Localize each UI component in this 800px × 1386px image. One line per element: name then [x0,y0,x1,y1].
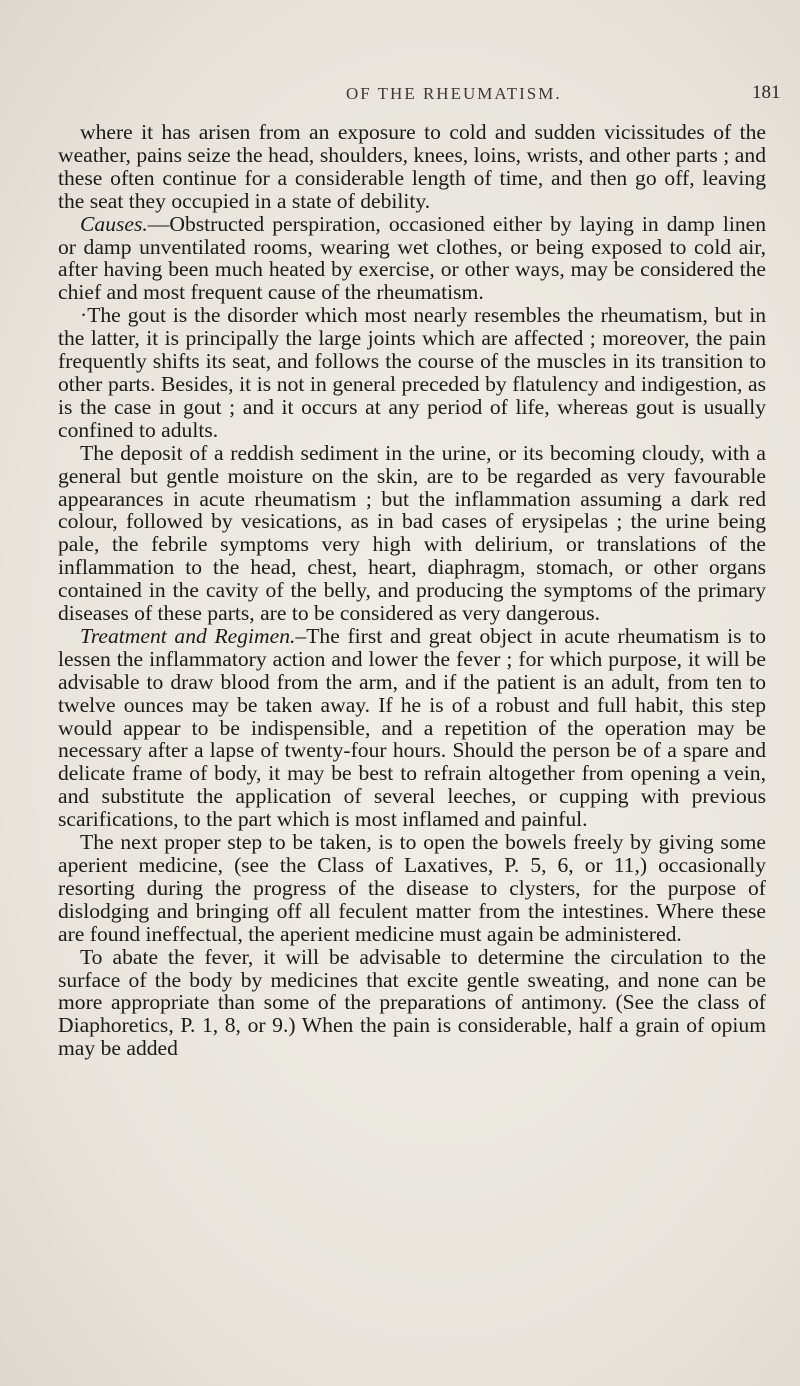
paragraph-symptoms-continued: where it has arisen from an exposure to cold and sudden vicissitudes of the weather, pains seize the head, shoulders, knees, loins, wrists, and other parts ; and these often continue for a considerable length of time, and then go off, leaving the seat they occupied in a state of debility. [58,120,766,213]
paragraph-treatment [58,625,766,831]
section-heading-treatment: Treatment and Regimen. [80,623,296,648]
body-text [58,121,766,1060]
paragraph-aperients: The next proper step to be taken, is to open the bowels freely by giving some aperient medicine, (see the Class of Laxatives, P. 5, 6, or 11,) occasionally resorting during the progress of the disease to clysters, for the purpose of dislodging and bringing off all feculent matter from the intestines. Where these are found ineffectual, the aperient medicine must again be administered. [58,830,766,946]
paragraph-causes-text: —Obstructed perspiration, occasioned either by laying in damp linen or damp unventilated rooms, wearing wet clothes, or being exposed to cold air, after having been much heated by exercise, or other ways, may be considered the chief and most frequent cause of the rheumatism. [58,211,766,305]
paragraph-diaphoretics: To abate the fever, it will be advisable to determine the circulation to the surface of the body by medicines that excite gentle sweating, and none can be more appropriate than some of the preparations of antimony. (See the class of Diaphoretics, P. 1, 8, or 9.) When the pain is considerable, half a grain of opium may be added [58,944,766,1061]
paragraph-causes [58,213,766,305]
page-number: 181 [752,82,781,103]
running-head [0,84,800,114]
paragraph-prognosis: The deposit of a reddish sediment in the urine, or its becoming cloudy, with a general but gentle moisture on the skin, are to be regarded as very favourable appearances in acute rheumatism ; but the inflammation assuming a dark red colour, followed by vesications, as in bad cases of erysipelas ; the urine being pale, the febrile symptoms very high with delirium, or translations of the inflammation to the head, chest, heart, diaphragm, stomach, or other organs contained in the cavity of the belly, and producing the symptoms of the primary diseases of these parts, are to be considered as very dangerous. [58,440,766,626]
paragraph-treatment-text: –The first and great object in acute rheumatism is to lessen the inflammatory action and lower the fever ; for which purpose, it will be advisable to draw blood from the arm, and if the patient is an adult, from ten to twelve ounces may be taken away. If he is of a robust and full habit, this step would appear to be indispensible, and a repetition of the operation may be necessary after a lapse of twenty-four hours. Should the person be of a spare and delicate frame of body, it may be best to refrain altogether from opening a vein, and substitute the application of several leeches, or cupping with previous scarifications, to the part which is most inflamed and painful. [58,623,766,832]
section-heading-causes: Causes. [80,211,148,236]
paragraph-gout-comparison: ·The gout is the disorder which most nearly resembles the rheumatism, but in the latter, it is principally the large joints which are affected ; moreover, the pain frequently shifts its seat, and follows the course of the muscles in its transition to other parts. Besides, it is not in general preceded by flatulency and indigestion, as is the case in gout ; and it occurs at any period of life, whereas gout is usually confined to adults. [58,303,766,442]
running-title: OF THE RHEUMATISM. [346,84,562,103]
